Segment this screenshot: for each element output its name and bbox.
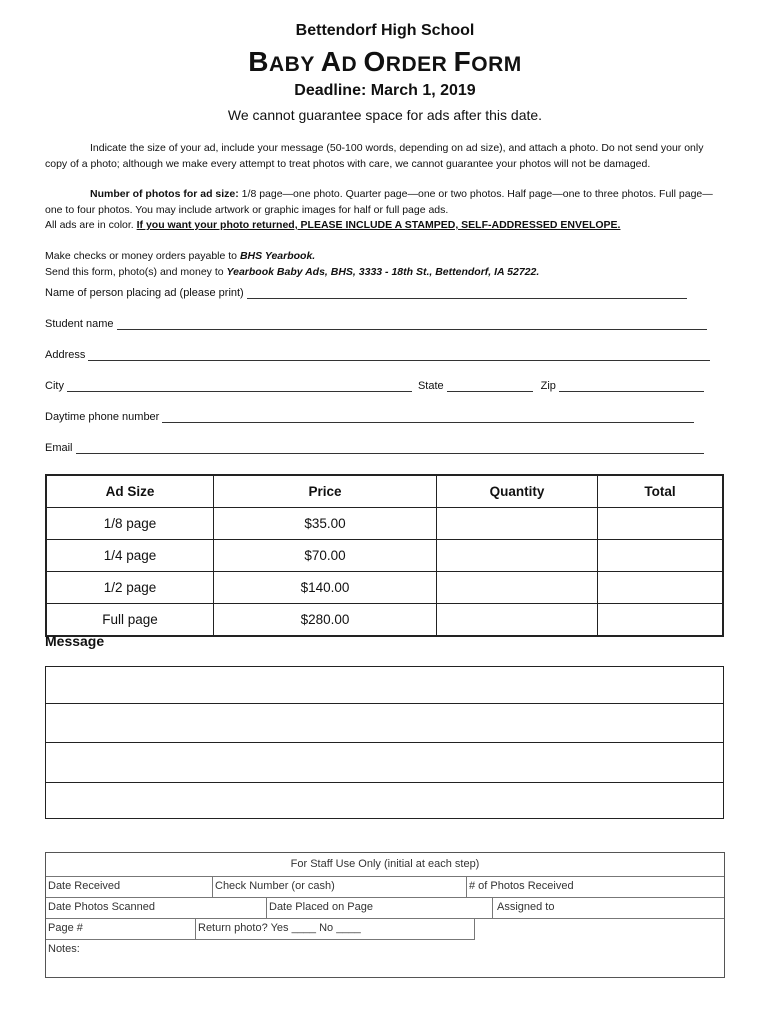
- title-cap-4: F: [453, 46, 472, 77]
- quantity-cell[interactable]: [437, 540, 598, 572]
- message-line-2[interactable]: [45, 702, 724, 743]
- email-label: Email: [45, 442, 73, 454]
- address-label: Address: [45, 349, 86, 361]
- divider: [266, 898, 267, 918]
- state-label: State: [417, 380, 444, 392]
- name-placing-label: Name of person placing ad (please print): [45, 287, 244, 299]
- staff-heading: For Staff Use Only (initial at each step): [290, 858, 480, 870]
- city-label: City: [45, 380, 64, 392]
- total-cell[interactable]: [598, 572, 724, 604]
- total-cell[interactable]: [598, 604, 724, 637]
- phone-line[interactable]: [162, 412, 694, 423]
- student-name-label: Student name: [45, 318, 114, 330]
- state-line[interactable]: [447, 381, 533, 392]
- payment-paragraph: [45, 248, 727, 280]
- return-photo-label: Return photo? Yes ____ No ____: [198, 922, 361, 934]
- header-quantity: Quantity: [437, 475, 598, 508]
- divider: [466, 877, 467, 897]
- title-cap-2: A: [320, 46, 342, 77]
- header-ad-size: Ad Size: [46, 475, 214, 508]
- return-photo-note: If you want your photo returned, PLEASE INCLUDE A STAMPED, SELF-ADDRESSED ENVELOPE.: [136, 219, 621, 231]
- name-placing-line[interactable]: [247, 288, 687, 299]
- notes-label: Notes:: [48, 943, 80, 955]
- message-line-1[interactable]: [45, 666, 724, 704]
- phone-label: Daytime phone number: [45, 411, 160, 423]
- phone-field[interactable]: [45, 411, 694, 423]
- title-sc-4: ORM: [471, 53, 522, 76]
- title-sc-2: D: [341, 53, 364, 76]
- zip-line[interactable]: [559, 381, 704, 392]
- price-cell: $280.00: [214, 604, 437, 637]
- ad-size-cell: Full page: [46, 604, 214, 637]
- photos-label: Number of photos for ad size:: [90, 188, 239, 200]
- divider: [492, 898, 493, 918]
- header-total: Total: [598, 475, 724, 508]
- photos-text: 1/8 page—one photo. Quarter page—one or two photos. Half page—one to three photos. Full page—one to four photos. You may include artwork or graphic images for half or full page ads.: [45, 188, 713, 216]
- divider: [195, 919, 196, 939]
- zip-label: Zip: [540, 380, 556, 392]
- email-line[interactable]: [76, 443, 704, 454]
- ad-size-cell: 1/8 page: [46, 508, 214, 540]
- divider: [212, 877, 213, 897]
- staff-row-3: [46, 919, 475, 940]
- message-line-3[interactable]: [45, 742, 724, 783]
- price-table: [45, 474, 724, 637]
- table-row: [46, 508, 723, 540]
- address-line[interactable]: [88, 350, 710, 361]
- address-field[interactable]: [45, 349, 710, 361]
- student-name-line[interactable]: [117, 319, 707, 330]
- page-number-label: Page #: [48, 922, 83, 934]
- deadline: Deadline: March 1, 2019: [294, 82, 476, 99]
- quantity-cell[interactable]: [437, 604, 598, 637]
- color-paragraph: [45, 217, 727, 233]
- staff-use-box: [45, 852, 725, 978]
- city-state-zip-field[interactable]: [45, 380, 704, 392]
- total-cell[interactable]: [598, 540, 724, 572]
- quantity-cell[interactable]: [437, 572, 598, 604]
- date-placed-label: Date Placed on Page: [269, 901, 373, 913]
- table-row: [46, 540, 723, 572]
- title-sc-1: ABY: [268, 53, 321, 76]
- total-cell[interactable]: [598, 508, 724, 540]
- header-price: Price: [214, 475, 437, 508]
- title-sc-3: RDER: [385, 53, 454, 76]
- photos-received-label: # of Photos Received: [469, 880, 574, 892]
- instructions-paragraph: Indicate the size of your ad, include your message (50-100 words, depending on ad size), and attach a photo. Do not send your only copy of a photo; although we make every attempt to treat photos with care, we cannot guarantee your photos will not be damaged.: [45, 142, 704, 170]
- table-row: [46, 604, 723, 637]
- mailing-address: Yearbook Baby Ads, BHS, 3333 - 18th St., Bettendorf, IA 52722.: [226, 266, 540, 278]
- name-placing-field[interactable]: [45, 287, 687, 299]
- payable-text: Make checks or money orders payable to: [45, 250, 240, 262]
- color-text: All ads are in color.: [45, 219, 137, 231]
- title-cap-1: B: [248, 46, 269, 77]
- payable-to: BHS Yearbook.: [239, 250, 316, 262]
- assigned-to-label: Assigned to: [497, 901, 555, 913]
- title-cap-3: O: [363, 46, 386, 77]
- form-title: [0, 46, 770, 78]
- price-cell: $140.00: [214, 572, 437, 604]
- email-field[interactable]: [45, 442, 704, 454]
- quantity-cell[interactable]: [437, 508, 598, 540]
- table-row: [46, 572, 723, 604]
- message-line-4[interactable]: [45, 782, 724, 819]
- staff-row-2: [46, 898, 724, 919]
- date-scanned-label: Date Photos Scanned: [48, 901, 156, 913]
- price-cell: $70.00: [214, 540, 437, 572]
- check-number-label: Check Number (or cash): [215, 880, 335, 892]
- guarantee-note: We cannot guarantee space for ads after this date.: [227, 107, 543, 123]
- table-header-row: [46, 475, 723, 508]
- ad-size-cell: 1/2 page: [46, 572, 214, 604]
- photos-per-size-paragraph: [45, 186, 727, 218]
- staff-heading-row: [46, 853, 724, 877]
- school-name: Bettendorf High School: [295, 22, 475, 39]
- staff-row-1: [46, 877, 724, 898]
- send-text: Send this form, photo(s) and money to: [45, 266, 227, 278]
- city-line[interactable]: [67, 381, 412, 392]
- student-name-field[interactable]: [45, 318, 707, 330]
- ad-size-cell: 1/4 page: [46, 540, 214, 572]
- price-cell: $35.00: [214, 508, 437, 540]
- date-received-label: Date Received: [48, 880, 121, 892]
- message-label: Message: [45, 633, 105, 649]
